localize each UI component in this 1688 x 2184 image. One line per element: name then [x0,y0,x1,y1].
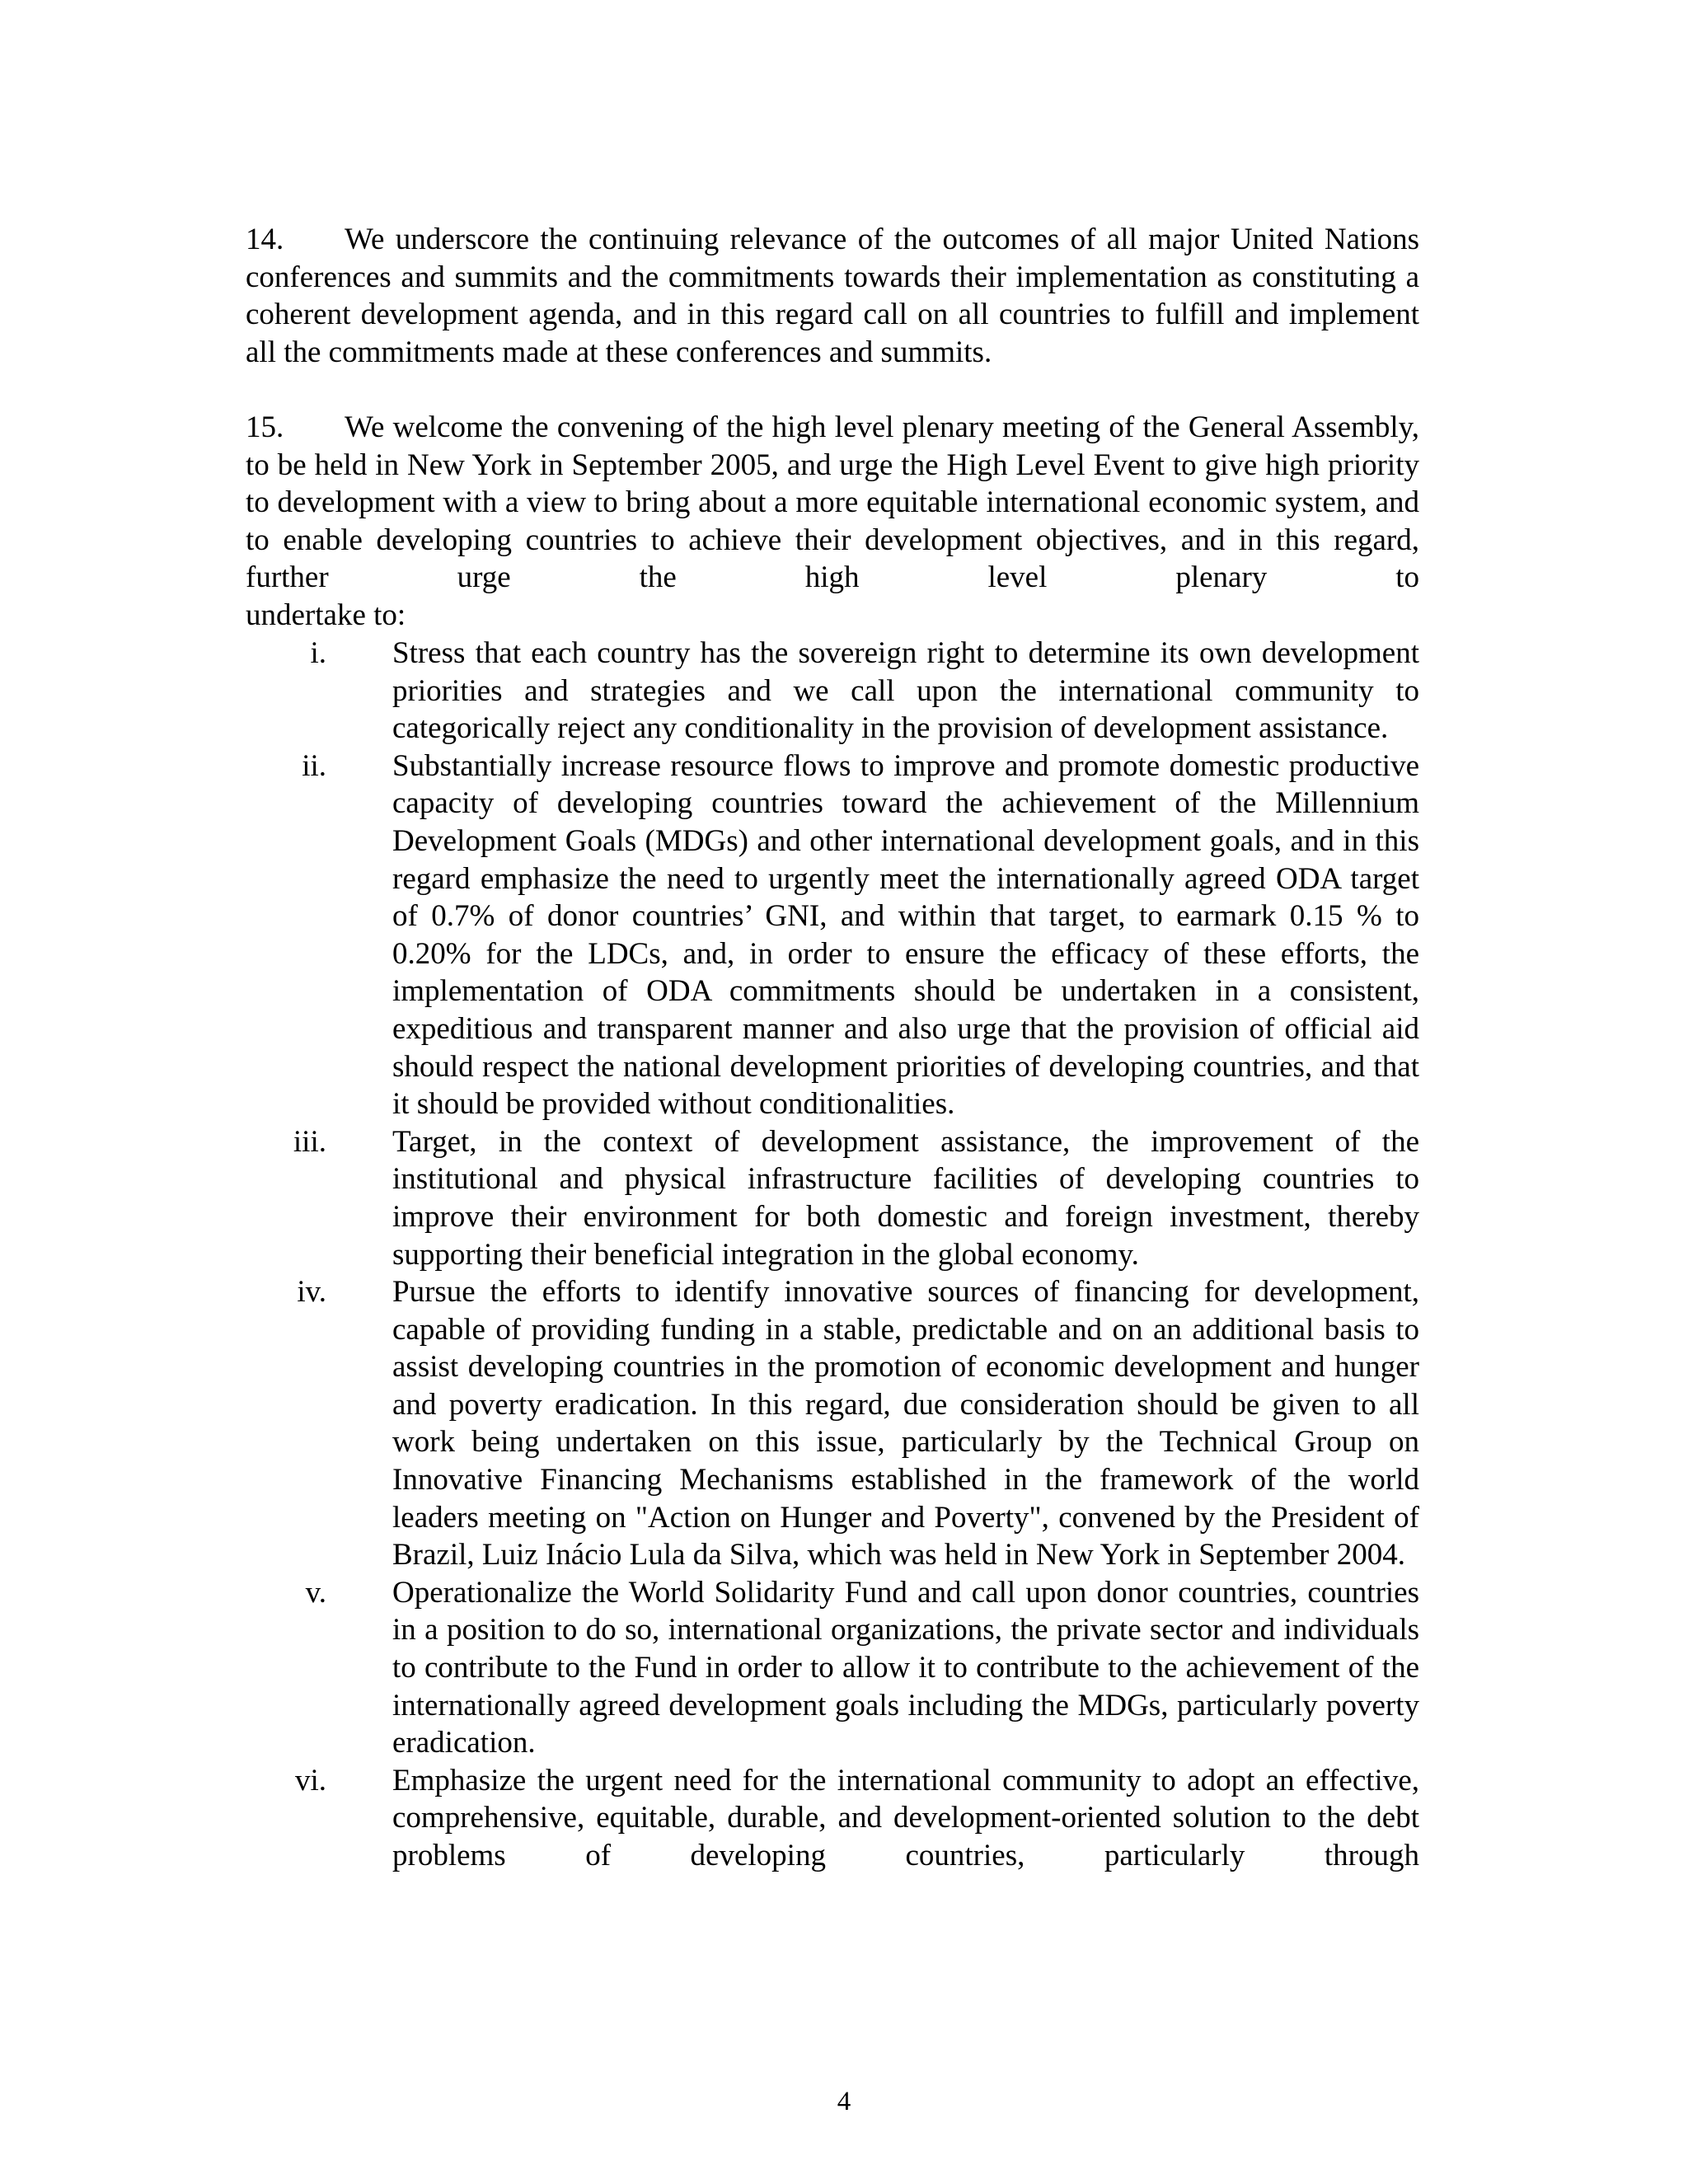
list-item-text: Stress that each country has the sovereign right to determine its own development priorities and strategies and we call upon the international community to categorically reject any conditionality in the provision of development assistance. [392,636,1419,746]
paragraph-number: 14. [246,223,284,256]
list-item-number: i. [310,636,326,670]
list-item [246,635,1419,748]
list-item-number: ii. [302,748,326,783]
list-item [246,1762,1419,1875]
list-item [246,748,1419,1123]
list-item [246,1574,1419,1762]
list-item-number: v. [305,1575,326,1610]
page-number: 4 [837,2087,851,2116]
paragraph-14 [246,221,1419,371]
list-item-number: iv. [297,1275,326,1310]
action-list [246,635,1419,1875]
list-item-text: Operationalize the World Solidarity Fund and call upon donor countries, countries in a position to do so, international organizations, the private sector and individuals to contribute to the Fund in order to allow it to contribute to the achievement of the internationally agreed development goals including the MDGs, particularly poverty eradication. [392,1575,1419,1760]
paragraph-continuation: undertake to: [246,598,406,632]
list-item-text: Target, in the context of development assistance, the improvement of the institutional and physical infrastructure facilities of developing countries to improve their environment for both domestic and foreign investment, thereby supporting their beneficial integration in the global economy. [392,1124,1419,1272]
list-item-text: Emphasize the urgent need for the international community to adopt an effective, comprehensive, equitable, durable, and development-oriented solution to the debt problems of developing countries, particularly through [392,1763,1419,1872]
list-item-text: Pursue the efforts to identify innovative sources of financing for development, capable of providing funding in a stable, predictable and on an additional basis to assist developing countries in the promotion of economic development and hunger and poverty eradication. In this regard, due consideration should be given to all work being undertaken on this issue, particularly by the Technical Group on Innovative Financing Mechanisms established in the framework of the world leaders meeting on "Action on Hunger and Poverty", convened by the President of Brazil, Luiz Inácio Lula da Silva, which was held in New York in September 2004. [392,1275,1419,1572]
list-item [246,1123,1419,1273]
paragraph-number: 15. [246,410,284,444]
paragraph-text: We underscore the continuing relevance of the outcomes of all major United Nations conferences and summits and the commitments towards their implementation as constituting a coherent development agenda, and in this regard call on all countries to fulfill and implement all the commitments made at these conferences and summits. [246,223,1419,369]
paragraph-text-wrapper [246,409,1419,597]
paragraph-text: We welcome the convening of the high level plenary meeting of the General Assembly, to be held in New York in September 2005, and urge the High Level Event to give high priority to development with a view to bring about a more equitable international economic system, and to enable developing countries to achieve their development objectives, and in this regard, further urge the high level plenary to [246,410,1419,595]
list-item-number: vi. [294,1763,326,1797]
list-item-text: Substantially increase resource flows to improve and promote domestic productive capacity of developing countries toward the achievement of the Millennium Development Goals (MDGs) and other international development goals, and in this regard emphasize the need to urgently meet the internationally agreed ODA target of 0.7% of donor countries’ GNI, and within that target, to earmark 0.15 % to 0.20% for the LDCs, and, in order to ensure the efficacy of these efforts, the implementation of ODA commitments should be undertaken in a consistent, expeditious and transparent manner and also urge that the provision of official aid should respect the national development priorities of developing countries, and that it should be provided without conditionalities. [392,748,1419,1122]
list-item [246,1273,1419,1574]
paragraph-15 [246,409,1419,635]
list-item-number: iii. [293,1124,326,1159]
